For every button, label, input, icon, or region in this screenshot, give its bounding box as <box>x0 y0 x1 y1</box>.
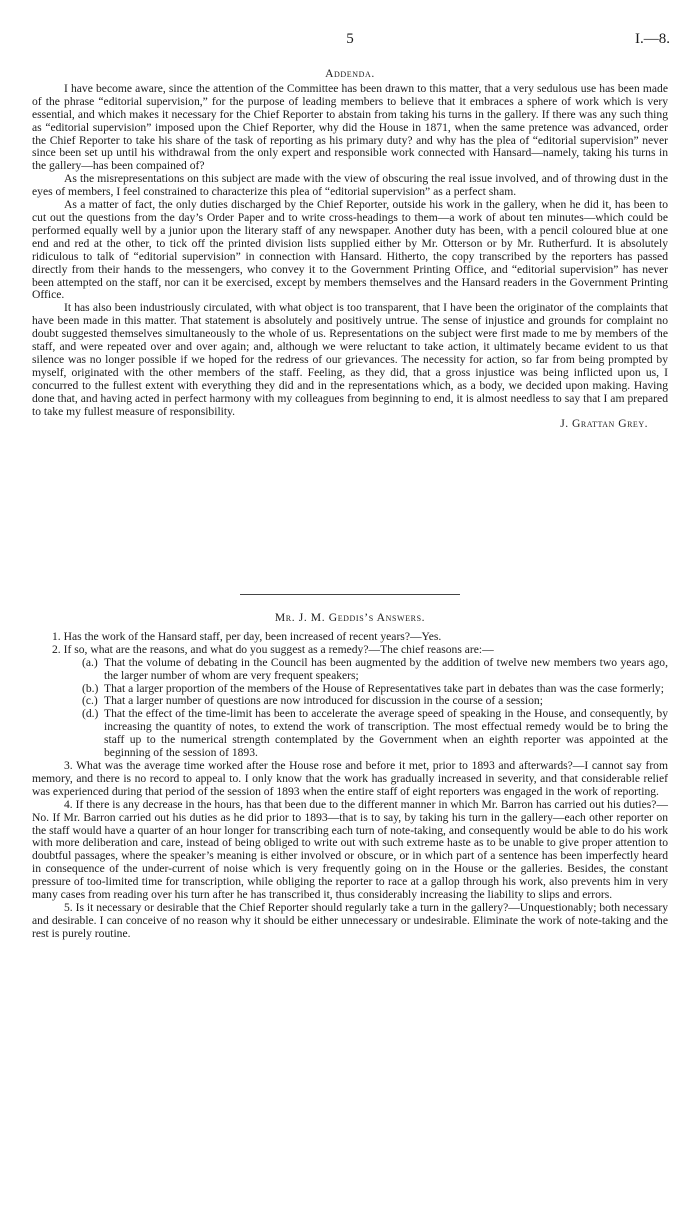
addenda-paragraph-4: It has also been industriously circulated, with what object is too transparent, that I have been the originator of the complaints that have been made in this matter. That statement is absolutely and positively untrue. The sense of injustice and grounds for complaint no doubt suggested themselves simultaneously to the whole of us. Representations on the subject were first made to me by members of the staff, and were repeated over and over again; and, although we were reluctant to take action, it ultimately became evident to us that silence was no longer possible if we hoped for the redress of our grievances. The necessity for action, so far from being prompted by myself, originated with the other members of the staff. Feeling, as they did, that a gross injustice was being inflicted upon us, I concurred to the fullest extent with everything they did and in the representations which, as a body, we decided upon making. Having done that, and having acted in perfect harmony with my colleagues from beginning to end, it is almost needless to say that I am prepared to take my fullest measure of responsibility. <box>32 301 668 418</box>
addenda-paragraph-2: As the misrepresentations on this subject are made with the view of obscuring the real issue involved, and of throwing dust in the eyes of members, I feel constrained to characterize this plea of “editorial supervision” as a perfect sham. <box>32 172 668 199</box>
answers-title: Mr. J. M. Geddis’s Answers. <box>274 611 426 624</box>
section-divider <box>240 594 460 595</box>
reason-d-text: That the effect of the time-limit has been to accelerate the average speed of speaking in the House, and consequently, by increasing the quantity of notes, to extend the work of transcription. The most effectual remedy would be to bring the staff up to the numerical strength contemplated by the Government when an eighth reporter was appointed at the beginning of the session of 1893. <box>104 707 668 760</box>
reason-a-text: That the volume of debating in the Council has been augmented by the addition of twelve new members two years ago, the larger number of whom are very frequent speakers; <box>104 655 668 682</box>
answer-3: 3. What was the average time worked after the House rose and before it met, prior to 1893 and afterwards?—I cannot say from memory, and there is no record to appeal to. I only know that the work has gradually increased in severity, and that considerable relief was experienced during that period of the session of 1893 when the entire staff of eight reporters was engaged in the work of reporting. <box>32 758 668 798</box>
addenda-paragraph-3: As a matter of fact, the only duties discharged by the Chief Reporter, outside his work in the gallery, when he did it, has been to cut out the questions from the day’s Order Paper and to write cross-headings to them—a work of about ten minutes—which could be performed equally well by a junior upon the literary staff of any newspaper. Another duty has been, with a pencil coloured blue at one end and red at the other, to tick off the printed division lists supplied either by Mr. Otterson or by Mr. Rutherfurd. It is absolutely ridiculous to talk of “editorial supervision” in connection with Hansard. Hitherto, the copy transcribed by the reporters has passed directly from their hands to the messengers, who convey it to the Government Printing Office, and “editorial supervision” has never been attempted on the staff, nor can it be exercised, except by members themselves and the Hansard readers in the Government Printing Office. <box>32 198 668 302</box>
answer-5: 5. Is it necessary or desirable that the Chief Reporter should regularly take a turn in the gallery?—Unquestionably; both necessary and desirable. I can conceive of no reason why it should be either unnecessary or undesirable. Eliminate the work of note-taking and the rest is purely routine. <box>32 900 668 940</box>
addenda-section <box>32 68 668 431</box>
reason-c-text: That a larger number of questions are now introduced for discussion in the course of a session; <box>104 694 543 708</box>
addenda-paragraph-1: I have become aware, since the attention of the Committee has been drawn to this matter, that a very sedulous use has been made of the phrase “editorial supervision,” for the purpose of leading members to believe that it embraces a sphere of work which is very essential, and which makes it necessary for the Chief Reporter to abstain from taking his turns in the gallery. If there was any such thing as “editorial supervision” imposed upon the Chief Reporter, why did the House in 1871, when the same pretence was advanced, order the Chief Reporter to take his share of the task of reporting as his primary duty? and why has the plea of “editorial supervision” never since been set up until his withdrawal from the only expert and responsible work connected with Hansard—namely, taking his turns in the gallery—has been compained of? <box>32 81 668 173</box>
answer-2: 2. If so, what are the reasons, and what do you suggest as a remedy?—The chief reasons are:— <box>52 642 494 656</box>
reason-b-text: That a larger proportion of the members of the House of Representatives take part in debates than was the case formerly; <box>104 681 664 695</box>
reason-a <box>32 657 668 683</box>
reason-c-mark: (c.) <box>82 694 98 708</box>
signature: J. Grattan Grey. <box>560 417 648 431</box>
reason-b-mark: (b.) <box>82 681 99 695</box>
answer-4: 4. If there is any decrease in the hours, has that been due to the different manner in which Mr. Barron has carried out his duties?—No. If Mr. Barron carried out his duties as he did prior to 1893—that is to say, by taking his turn in the gallery—each other reporter on the staff would have a quarter of an hour longer for transcribing each turn of note-taking, and consequently would be able to do his work with more deliberation and care, instead of being obliged to write out with such extreme haste as to be unable to give proper attention to doubtful passages, where the speaker’s meaning is either involved or obscure, or in which part of a sentence has been imperfectly heard in consequence of the under-current of noise which is very frequently going on in the House or the galleries. Besides, the constant pressure of too-limited time for transcription, while obliging the reporter to race at a gallop through his work, also prevents him in very many cases from reading over his turn after he has transcribed it, thus considerably increasing the liability to slips and errors. <box>32 797 668 902</box>
page-number: 5 <box>346 31 354 47</box>
reason-d-mark: (d.) <box>82 707 99 721</box>
reason-a-mark: (a.) <box>82 655 98 669</box>
reason-d <box>32 708 668 760</box>
document-reference: I.—8. <box>635 31 670 47</box>
signature-row <box>32 418 668 431</box>
addenda-title: Addenda. <box>325 67 375 80</box>
answers-section <box>32 612 668 941</box>
answer-1: 1. Has the work of the Hansard staff, per day, been increased of recent years?—Yes. <box>52 629 442 643</box>
